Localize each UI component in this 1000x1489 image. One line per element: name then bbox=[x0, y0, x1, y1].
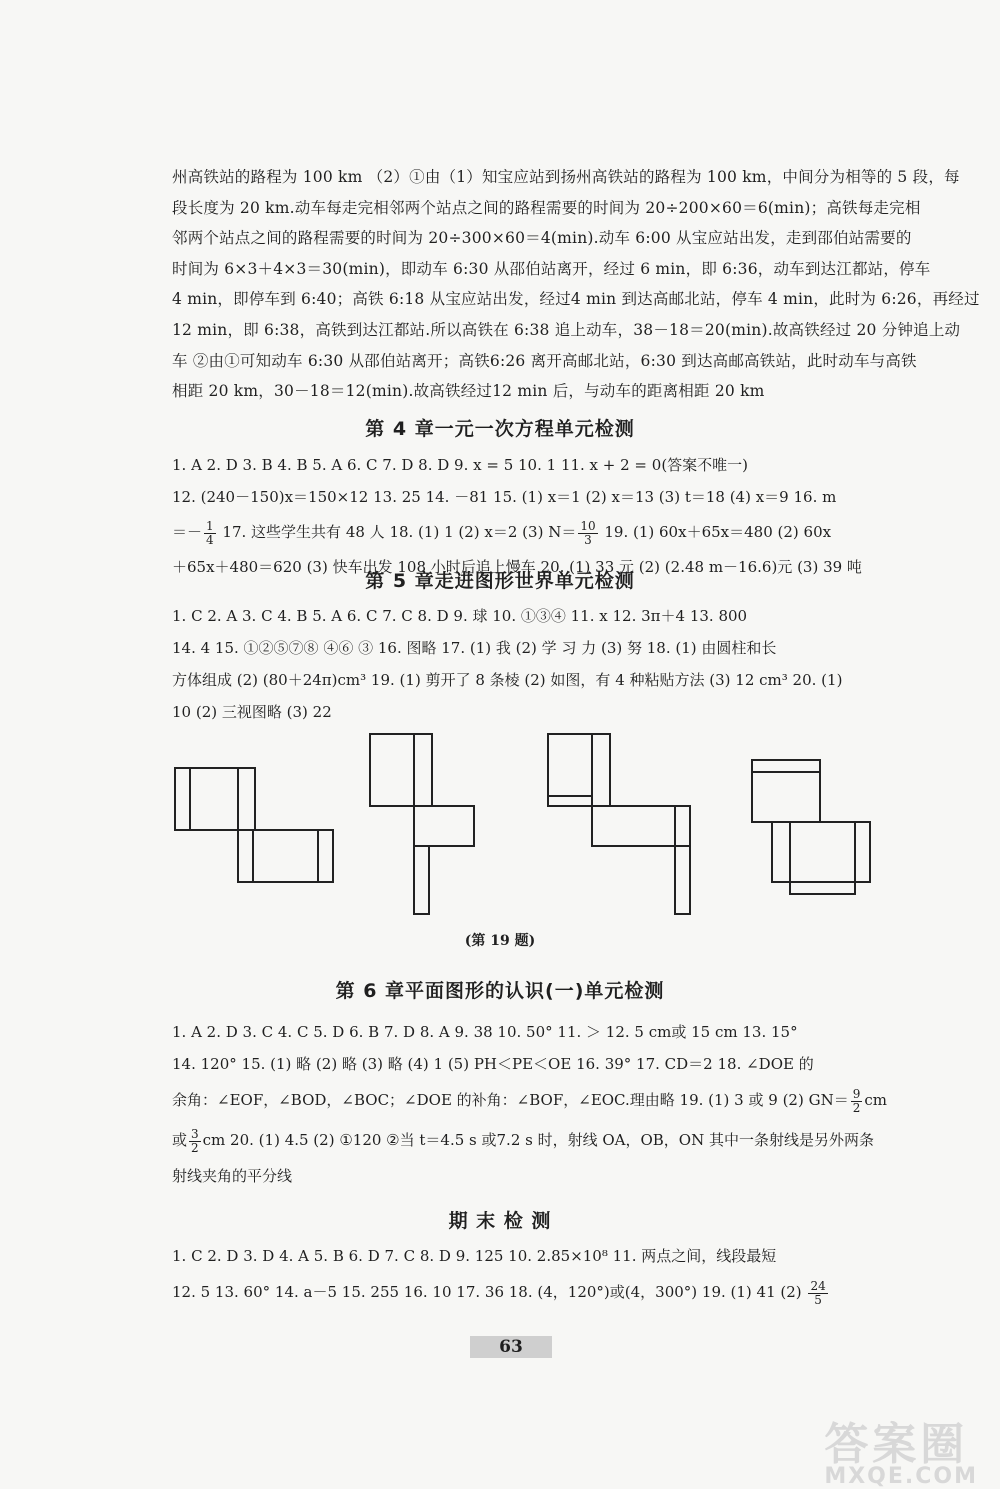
answer-text: ＝－ bbox=[172, 523, 203, 541]
fraction bbox=[808, 1280, 827, 1307]
answer-line bbox=[172, 513, 912, 551]
fraction-denominator: 2 bbox=[191, 1140, 199, 1155]
answer-line: 1. C 2. D 3. D 4. A 5. B 6. D 7. C 8. D 9. 125 10. 2.85×10⁸ 11. 两点之间，线段最短 bbox=[172, 1247, 777, 1265]
figure-caption: (第 19 题) bbox=[464, 933, 536, 949]
chapter-6-answers bbox=[172, 1016, 912, 1192]
answer-text: 19. (1) 60x＋65x＝480 (2) 60x bbox=[599, 523, 832, 541]
answer-text: 17. 这些学生共有 48 人 18. (1) 1 (2) x＝2 (3) N＝ bbox=[217, 523, 577, 541]
net-face bbox=[175, 768, 255, 830]
answer-line: ＋65x＋480＝620 (3) 快车出发 108 小时后追上慢车 20. (1) 33 元 (2) (2.48 m－16.6)元 (3) 39 吨 bbox=[172, 558, 862, 576]
intro-line: 邻两个站点之间的路程需要的时间为 20÷300×60＝4(min).动车 6:00 从宝应站出发，走到邵伯站需要的 bbox=[172, 229, 912, 248]
answer-line: 1. A 2. D 3. B 4. B 5. A 6. C 7. D 8. D 9. x = 5 10. 1 11. x + 2 = 0(答案不唯一) bbox=[172, 456, 749, 474]
answer-text: 12. 5 13. 60° 14. a－5 15. 255 16. 10 17. 36 18. (4，120°)或(4，300°) 19. (1) 41 (2) bbox=[172, 1283, 807, 1301]
page-number: 63 bbox=[470, 1336, 552, 1358]
answer-line: 14. 4 15. ①②⑤⑦⑧ ④⑥ ③ 16. 图略 17. (1) 我 (2) 学 习 力 (3) 努 18. (1) 由圆柱和长 bbox=[172, 639, 777, 657]
net-figure-4 bbox=[752, 760, 870, 894]
answer-line: 1. C 2. A 3. C 4. B 5. A 6. C 7. C 8. D 9. 球 10. ①③④ 11. x 12. 3π＋4 13. 800 bbox=[172, 607, 748, 625]
answer-line: 射线夹角的平分线 bbox=[172, 1167, 293, 1185]
net-figure-1 bbox=[175, 768, 333, 882]
final-exam-title: 期 末 检 测 bbox=[448, 1210, 552, 1232]
chapter-5-answers bbox=[172, 600, 912, 728]
fraction-numerator: 10 bbox=[580, 518, 596, 533]
answer-line bbox=[172, 1272, 912, 1312]
intro-line: 相距 20 km，30－18＝12(min).故高铁经过12 min 后，与动车的距离相距 20 km bbox=[172, 382, 765, 401]
watermark-bottom: MXQE.COM bbox=[824, 1464, 978, 1489]
answer-text: cm bbox=[864, 1091, 887, 1109]
intro-line: 时间为 6×3＋4×3＝30(min)，即动车 6:30 从邵伯站离开，经过 6 min，即 6:36，动车到达江都站，停车 bbox=[172, 259, 931, 278]
final-exam-answers bbox=[172, 1240, 912, 1312]
intro-line: 12 min，即 6:38，高铁到达江都站.所以高铁在 6:38 追上动车，38－18＝20(min).故高铁经过 20 分钟追上动 bbox=[172, 320, 961, 339]
answer-text: 或 bbox=[172, 1131, 188, 1149]
answer-line bbox=[172, 1080, 912, 1120]
net-face bbox=[675, 846, 690, 914]
net-face bbox=[414, 806, 474, 846]
intro-line: 车 ②由①可知动车 6:30 从邵伯站离开；高铁6:26 离开高邮北站，6:30 到达高邮高铁站，此时动车与高铁 bbox=[172, 351, 917, 370]
fraction-denominator: 2 bbox=[852, 1100, 861, 1115]
intro-line: 段长度为 20 km.动车每走完相邻两个站点之间的路程需要的时间为 20÷200×60＝6(min)；高铁每走完相 bbox=[172, 198, 921, 217]
chapter-5-title: 第 5 章走进图形世界单元检测 bbox=[365, 570, 635, 592]
answer-line: 10 (2) 三视图略 (3) 22 bbox=[172, 703, 332, 721]
fraction bbox=[204, 520, 216, 547]
intro-line: 州高铁站的路程为 100 km （2）①由（1）知宝应站到扬州高铁站的路程为 100 km，中间分为相等的 5 段，每 bbox=[172, 168, 960, 186]
fraction-numerator: 1 bbox=[206, 518, 214, 533]
net-face bbox=[370, 734, 432, 806]
net-figure-2 bbox=[370, 734, 474, 914]
answer-line: 12. (240－150)x＝150×12 13. 25 14. －81 15. (1) x＝1 (2) x＝13 (3) t＝18 (4) x＝9 16. m bbox=[172, 488, 837, 506]
fraction-numerator: 9 bbox=[852, 1086, 861, 1101]
answer-line: 1. A 2. D 3. C 4. C 5. D 6. B 7. D 8. A 9. 38 10. 50° 11. ＞ 12. 5 cm或 15 cm 13. 15° bbox=[172, 1023, 798, 1041]
fraction bbox=[578, 520, 597, 547]
answer-text: cm 20. (1) 4.5 (2) ①120 ②当 t＝4.5 s 或7.2 s 时，射线 OA，OB，ON 其中一条射线是另外两条 bbox=[202, 1131, 875, 1149]
fraction-numerator: 3 bbox=[191, 1126, 199, 1141]
watermark-logo bbox=[824, 1408, 978, 1489]
fraction bbox=[851, 1088, 863, 1115]
net-face bbox=[790, 882, 855, 894]
fraction-numerator: 24 bbox=[810, 1278, 826, 1293]
cube-net-figures bbox=[0, 720, 1000, 920]
fraction bbox=[189, 1128, 201, 1155]
answer-line: 方体组成 (2) (80＋24π)cm³ 19. (1) 剪开了 8 条棱 (2) 如图，有 4 种粘贴方法 (3) 12 cm³ 20. (1) bbox=[172, 671, 843, 689]
chapter-4-title: 第 4 章一元一次方程单元检测 bbox=[365, 418, 635, 440]
net-figure-3 bbox=[548, 734, 690, 914]
answer-line bbox=[172, 1120, 912, 1160]
intro-line: 4 min，即停车到 6:40；高铁 6:18 从宝应站出发，经过4 min 到达高邮北站，停车 4 min，此时为 6:26，再经过 bbox=[172, 290, 980, 309]
fraction-denominator: 5 bbox=[814, 1292, 822, 1307]
net-face bbox=[752, 760, 820, 822]
intro-paragraph bbox=[172, 162, 980, 407]
watermark-top: 答案圈 bbox=[824, 1419, 969, 1470]
chapter-4-answers bbox=[172, 449, 912, 583]
chapter-6-title: 第 6 章平面图形的认识(一)单元检测 bbox=[335, 980, 665, 1002]
fraction-denominator: 4 bbox=[206, 532, 214, 547]
answer-text: 余角：∠EOF，∠BOD，∠BOC；∠DOE 的补角：∠BOF，∠EOC.理由略 19. (1) 3 或 9 (2) GN＝ bbox=[172, 1091, 849, 1109]
fraction-denominator: 3 bbox=[584, 532, 592, 547]
answer-line: 14. 120° 15. (1) 略 (2) 略 (3) 略 (4) 1 (5) PH＜PE＜OE 16. 39° 17. CD＝2 18. ∠DOE 的 bbox=[172, 1055, 814, 1073]
net-face bbox=[414, 846, 429, 914]
